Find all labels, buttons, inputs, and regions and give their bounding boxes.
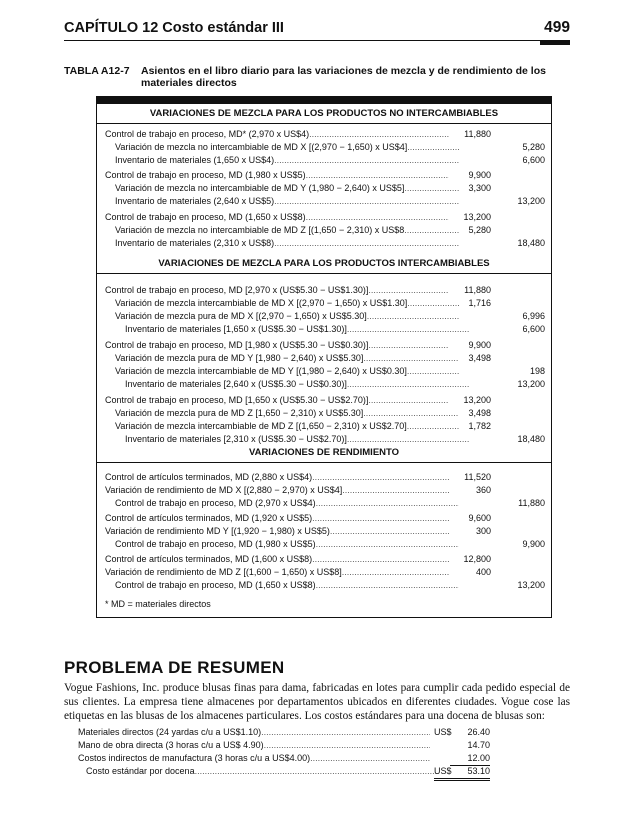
entry-debit: 300 bbox=[475, 526, 491, 536]
entry-description: Control de trabajo en proceso, MD (2,970 x US$4) ..... bbox=[105, 497, 459, 510]
entry-row bbox=[105, 566, 545, 579]
entry-row bbox=[105, 182, 545, 195]
cost-currency: US$ bbox=[434, 765, 452, 781]
table-top-bar bbox=[97, 97, 551, 104]
entry-description: Control de trabajo en proceso, MD [2,970 x (US$5.30 − US$1.30)] ..... bbox=[105, 284, 449, 297]
entry-debit: 3,498 bbox=[468, 408, 491, 418]
entry-debit: 1,716 bbox=[468, 298, 491, 308]
page-header bbox=[64, 18, 570, 40]
entry-debit: 3,498 bbox=[468, 353, 491, 363]
entry-row bbox=[105, 195, 545, 208]
entry-row bbox=[105, 553, 545, 566]
entry-credit: 5,280 bbox=[522, 142, 545, 152]
entry-row bbox=[105, 237, 545, 250]
entry-row bbox=[105, 352, 545, 365]
entry-description: Inventario de materiales [1,650 x (US$5.30 − US$1.30)] ..... bbox=[105, 323, 469, 336]
entry-row bbox=[105, 339, 545, 352]
entry-description: Variación de mezcla intercambiable de MD Y [(1,980 − 2,640) x US$0.30] ..... bbox=[105, 365, 459, 378]
entry-row bbox=[105, 224, 545, 237]
entry-description: Control de artículos terminados, MD (2,880 x US$4) ..... bbox=[105, 471, 449, 484]
entry-row bbox=[105, 310, 545, 323]
entry-debit: 5,280 bbox=[468, 225, 491, 235]
section-rule bbox=[97, 123, 551, 124]
entry-description: Control de trabajo en proceso, MD [1,650 x (US$5.30 − US$2.70)] ..... bbox=[105, 394, 449, 407]
entry-debit: 11,520 bbox=[464, 472, 491, 482]
chapter-title: CAPÍTULO 12 Costo estándar III bbox=[64, 20, 284, 36]
entry-debit: 9,900 bbox=[468, 340, 491, 350]
entry-description: Control de trabajo en proceso, MD (1,650 x US$8) ..... bbox=[105, 579, 459, 592]
entry-row bbox=[105, 525, 545, 538]
entry-row bbox=[105, 579, 545, 592]
entry-description: Variación de mezcla no intercambiable de MD Z [(1,650 − 2,310) x US$8 ..... bbox=[105, 224, 459, 237]
cost-description: Costo estándar por docena ..... bbox=[78, 765, 438, 778]
entry-description: Inventario de materiales (2,640 x US$5) ..... bbox=[105, 195, 459, 208]
table-footnote: * MD = materiales directos bbox=[105, 599, 211, 609]
entry-row bbox=[105, 284, 545, 297]
entry-description: Variación de rendimiento de MD Z [(1,600 − 1,650) x US$8] ..... bbox=[105, 566, 449, 579]
entry-debit: 11,880 bbox=[464, 129, 491, 139]
cost-row bbox=[78, 739, 490, 752]
entry-row bbox=[105, 365, 545, 378]
entry-description: Variación de mezcla intercambiable de MD X [(2,970 − 1,650) x US$1.30] ..... bbox=[105, 297, 459, 310]
entry-description: Control de trabajo en proceso, MD (1,980 x US$5) ..... bbox=[105, 169, 449, 182]
entry-row bbox=[105, 538, 545, 551]
section-rule bbox=[97, 462, 551, 463]
cost-description: Materiales directos (24 yardas c/u a US$1.10) ..... bbox=[78, 726, 430, 739]
entry-row bbox=[105, 512, 545, 525]
entry-description: Inventario de materiales (1,650 x US$4) ..... bbox=[105, 154, 459, 167]
entry-debit: 11,880 bbox=[464, 285, 491, 295]
entry-row bbox=[105, 497, 545, 510]
cost-currency: US$ bbox=[434, 727, 452, 737]
table-title: Asientos en el libro diario para las variaciones de mezcla y de rendimiento de los materiales directos bbox=[141, 65, 546, 89]
entry-credit: 6,996 bbox=[522, 311, 545, 321]
entry-row bbox=[105, 169, 545, 182]
entry-description: Control de trabajo en proceso, MD (1,980 x US$5) ..... bbox=[105, 538, 459, 551]
entry-row bbox=[105, 407, 545, 420]
section-title: VARIACIONES DE MEZCLA PARA LOS PRODUCTOS INTERCAMBIABLES bbox=[158, 258, 490, 269]
entry-row bbox=[105, 297, 545, 310]
page-number: 499 bbox=[544, 19, 570, 36]
entry-description: Control de artículos terminados, MD (1,920 x US$5) ..... bbox=[105, 512, 449, 525]
header-rule bbox=[64, 40, 570, 41]
entry-debit: 9,900 bbox=[468, 170, 491, 180]
entry-debit: 1,782 bbox=[468, 421, 491, 431]
entry-description: Variación de mezcla no intercambiable de MD X [(2,970 − 1,650) x US$4] ..... bbox=[105, 141, 459, 154]
entry-description: Variación de rendimiento de MD X [(2,880 − 2,970) x US$4] ..... bbox=[105, 484, 449, 497]
entry-credit: 9,900 bbox=[522, 539, 545, 549]
entry-row bbox=[105, 484, 545, 497]
section-title: VARIACIONES DE RENDIMIENTO bbox=[248, 447, 400, 458]
section-title: VARIACIONES DE MEZCLA PARA LOS PRODUCTOS NO INTERCAMBIABLES bbox=[149, 108, 499, 119]
cost-description: Mano de obra directa (3 horas c/u a US$ 4.90) ..... bbox=[78, 739, 430, 752]
cost-description: Costos indirectos de manufactura (3 horas c/u a US$4.00) ..... bbox=[78, 752, 430, 765]
entry-description: Variación de mezcla pura de MD Y [1,980 − 2,640) x US$5.30] ..... bbox=[105, 352, 459, 365]
table-id: TABLA A12-7 bbox=[64, 65, 130, 77]
entry-credit: 6,600 bbox=[522, 155, 545, 165]
cost-amount: 14.70 bbox=[467, 740, 490, 750]
entry-description: Variación de mezcla intercambiable de MD Z [(1,650 − 2,310) x US$2.70] ..... bbox=[105, 420, 459, 433]
cost-row bbox=[78, 752, 490, 765]
entry-row bbox=[105, 394, 545, 407]
cost-row bbox=[78, 765, 490, 778]
entry-credit: 18,480 bbox=[517, 434, 545, 444]
entry-description: Control de artículos terminados, MD (1,600 x US$8) ..... bbox=[105, 553, 449, 566]
entry-credit: 13,200 bbox=[517, 580, 545, 590]
entry-description: Variación de mezcla pura de MD X [(2,970 − 1,650) x US$5.30] ..... bbox=[105, 310, 459, 323]
entry-debit: 9,600 bbox=[468, 513, 491, 523]
entry-credit: 198 bbox=[529, 366, 545, 376]
entry-row bbox=[105, 323, 545, 336]
entry-row bbox=[105, 141, 545, 154]
entry-row bbox=[105, 433, 545, 446]
entry-credit: 11,880 bbox=[518, 498, 545, 508]
entry-description: Inventario de materiales [2,310 x (US$5.30 − US$2.70)] ..... bbox=[105, 433, 469, 446]
entry-description: Variación de mezcla no intercambiable de MD Y (1,980 − 2,640) x US$5] ..... bbox=[105, 182, 459, 195]
cost-amount: 26.40 bbox=[467, 727, 490, 737]
entry-row bbox=[105, 378, 545, 391]
problem-text: Vogue Fashions, Inc. produce blusas finas para dama, fabricadas en lotes para cumplir cada pedido especial de sus clientes. La empresa tiene almacenes por departamentos ubicados en diferentes ciudades. Vogue cose las etiquetas en las blusas de los almacenes particulares. Los costos estándares para una docena de blusas son: bbox=[64, 682, 570, 722]
entry-row bbox=[105, 154, 545, 167]
cost-amount: 12.00 bbox=[450, 752, 490, 766]
entry-row bbox=[105, 420, 545, 433]
entry-description: Control de trabajo en proceso, MD* (2,970 x US$4) ..... bbox=[105, 128, 449, 141]
entry-debit: 13,200 bbox=[463, 395, 491, 405]
entry-credit: 13,200 bbox=[517, 196, 545, 206]
entry-debit: 400 bbox=[475, 567, 491, 577]
entry-credit: 13,200 bbox=[517, 379, 545, 389]
entry-row bbox=[105, 471, 545, 484]
entry-description: Control de trabajo en proceso, MD [1,980 x (US$5.30 − US$0.30)] ..... bbox=[105, 339, 449, 352]
entry-description: Variación de mezcla pura de MD Z [1,650 − 2,310) x US$5.30] ..... bbox=[105, 407, 459, 420]
problem-title: PROBLEMA DE RESUMEN bbox=[64, 658, 285, 677]
entry-description: Inventario de materiales [2,640 x (US$5.30 − US$0.30)] ..... bbox=[105, 378, 469, 391]
entry-description: Variación de rendimiento MD Y [(1,920 − 1,980) x US$5) ..... bbox=[105, 525, 449, 538]
cost-row bbox=[78, 726, 490, 739]
entry-credit: 18,480 bbox=[517, 238, 545, 248]
header-rule-tab bbox=[540, 40, 570, 45]
entry-description: Control de trabajo en proceso, MD (1,650 x US$8) ..... bbox=[105, 211, 449, 224]
entry-description: Inventario de materiales (2,310 x US$8) ..... bbox=[105, 237, 459, 250]
cost-amount: 53.10 bbox=[450, 765, 490, 781]
entry-debit: 13,200 bbox=[463, 212, 491, 222]
entry-debit: 360 bbox=[475, 485, 491, 495]
entry-row bbox=[105, 128, 545, 141]
journal-entries-table bbox=[96, 96, 552, 618]
entry-row bbox=[105, 211, 545, 224]
section-rule bbox=[97, 273, 551, 274]
entry-credit: 6,600 bbox=[522, 324, 545, 334]
entry-debit: 12,800 bbox=[463, 554, 491, 564]
entry-debit: 3,300 bbox=[468, 183, 491, 193]
